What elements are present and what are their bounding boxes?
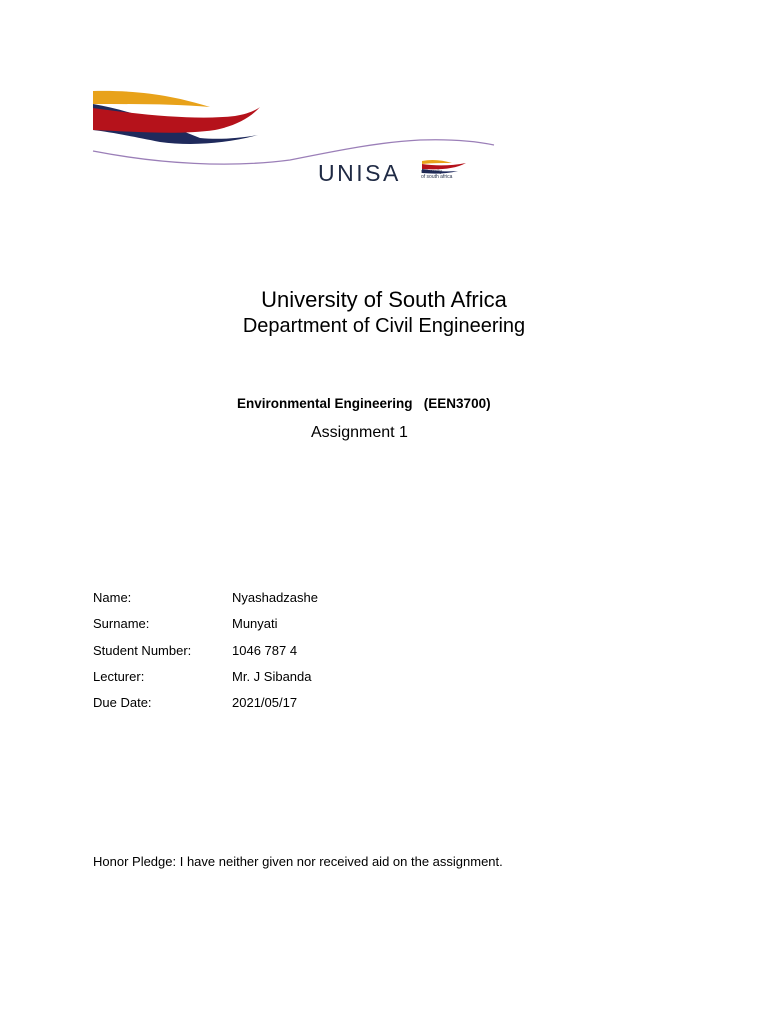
detail-row-due-date <box>93 695 318 721</box>
unisa-tagline <box>421 170 467 180</box>
detail-label: Surname: <box>93 616 150 632</box>
detail-label: Student Number: <box>93 642 192 658</box>
assignment-title: Assignment 1 <box>311 424 408 441</box>
department-title: Department of Civil Engineering <box>242 315 526 337</box>
course-name: Environmental Engineering <box>237 396 413 411</box>
detail-row-surname <box>93 616 318 642</box>
unisa-wordmark: UNISA <box>318 160 401 186</box>
honor-pledge: Honor Pledge: I have neither given nor received aid on the assignment. <box>93 854 503 869</box>
tagline-line-2: of south africa <box>421 174 453 180</box>
university-title: University of South Africa <box>261 287 507 312</box>
detail-label: Due Date: <box>93 695 152 711</box>
tagline-line-1: university <box>421 169 443 175</box>
detail-value: 1046 787 4 <box>232 642 298 658</box>
detail-label: Lecturer: <box>93 668 145 684</box>
detail-row-lecturer <box>93 669 318 695</box>
detail-value: 2021/05/17 <box>232 695 298 711</box>
detail-value: Munyati <box>232 616 278 632</box>
small-orange-stripe <box>422 160 452 164</box>
detail-row-student-number <box>93 643 318 669</box>
student-details <box>93 590 318 721</box>
course-code: (EEN3700) <box>423 396 491 411</box>
orange-stripe <box>93 91 210 107</box>
detail-value: Mr. J Sibanda <box>232 668 312 684</box>
detail-row-name <box>93 590 318 616</box>
detail-value: Nyashadzashe <box>232 590 318 605</box>
course-line <box>237 396 491 411</box>
detail-label: Name: <box>93 590 132 605</box>
